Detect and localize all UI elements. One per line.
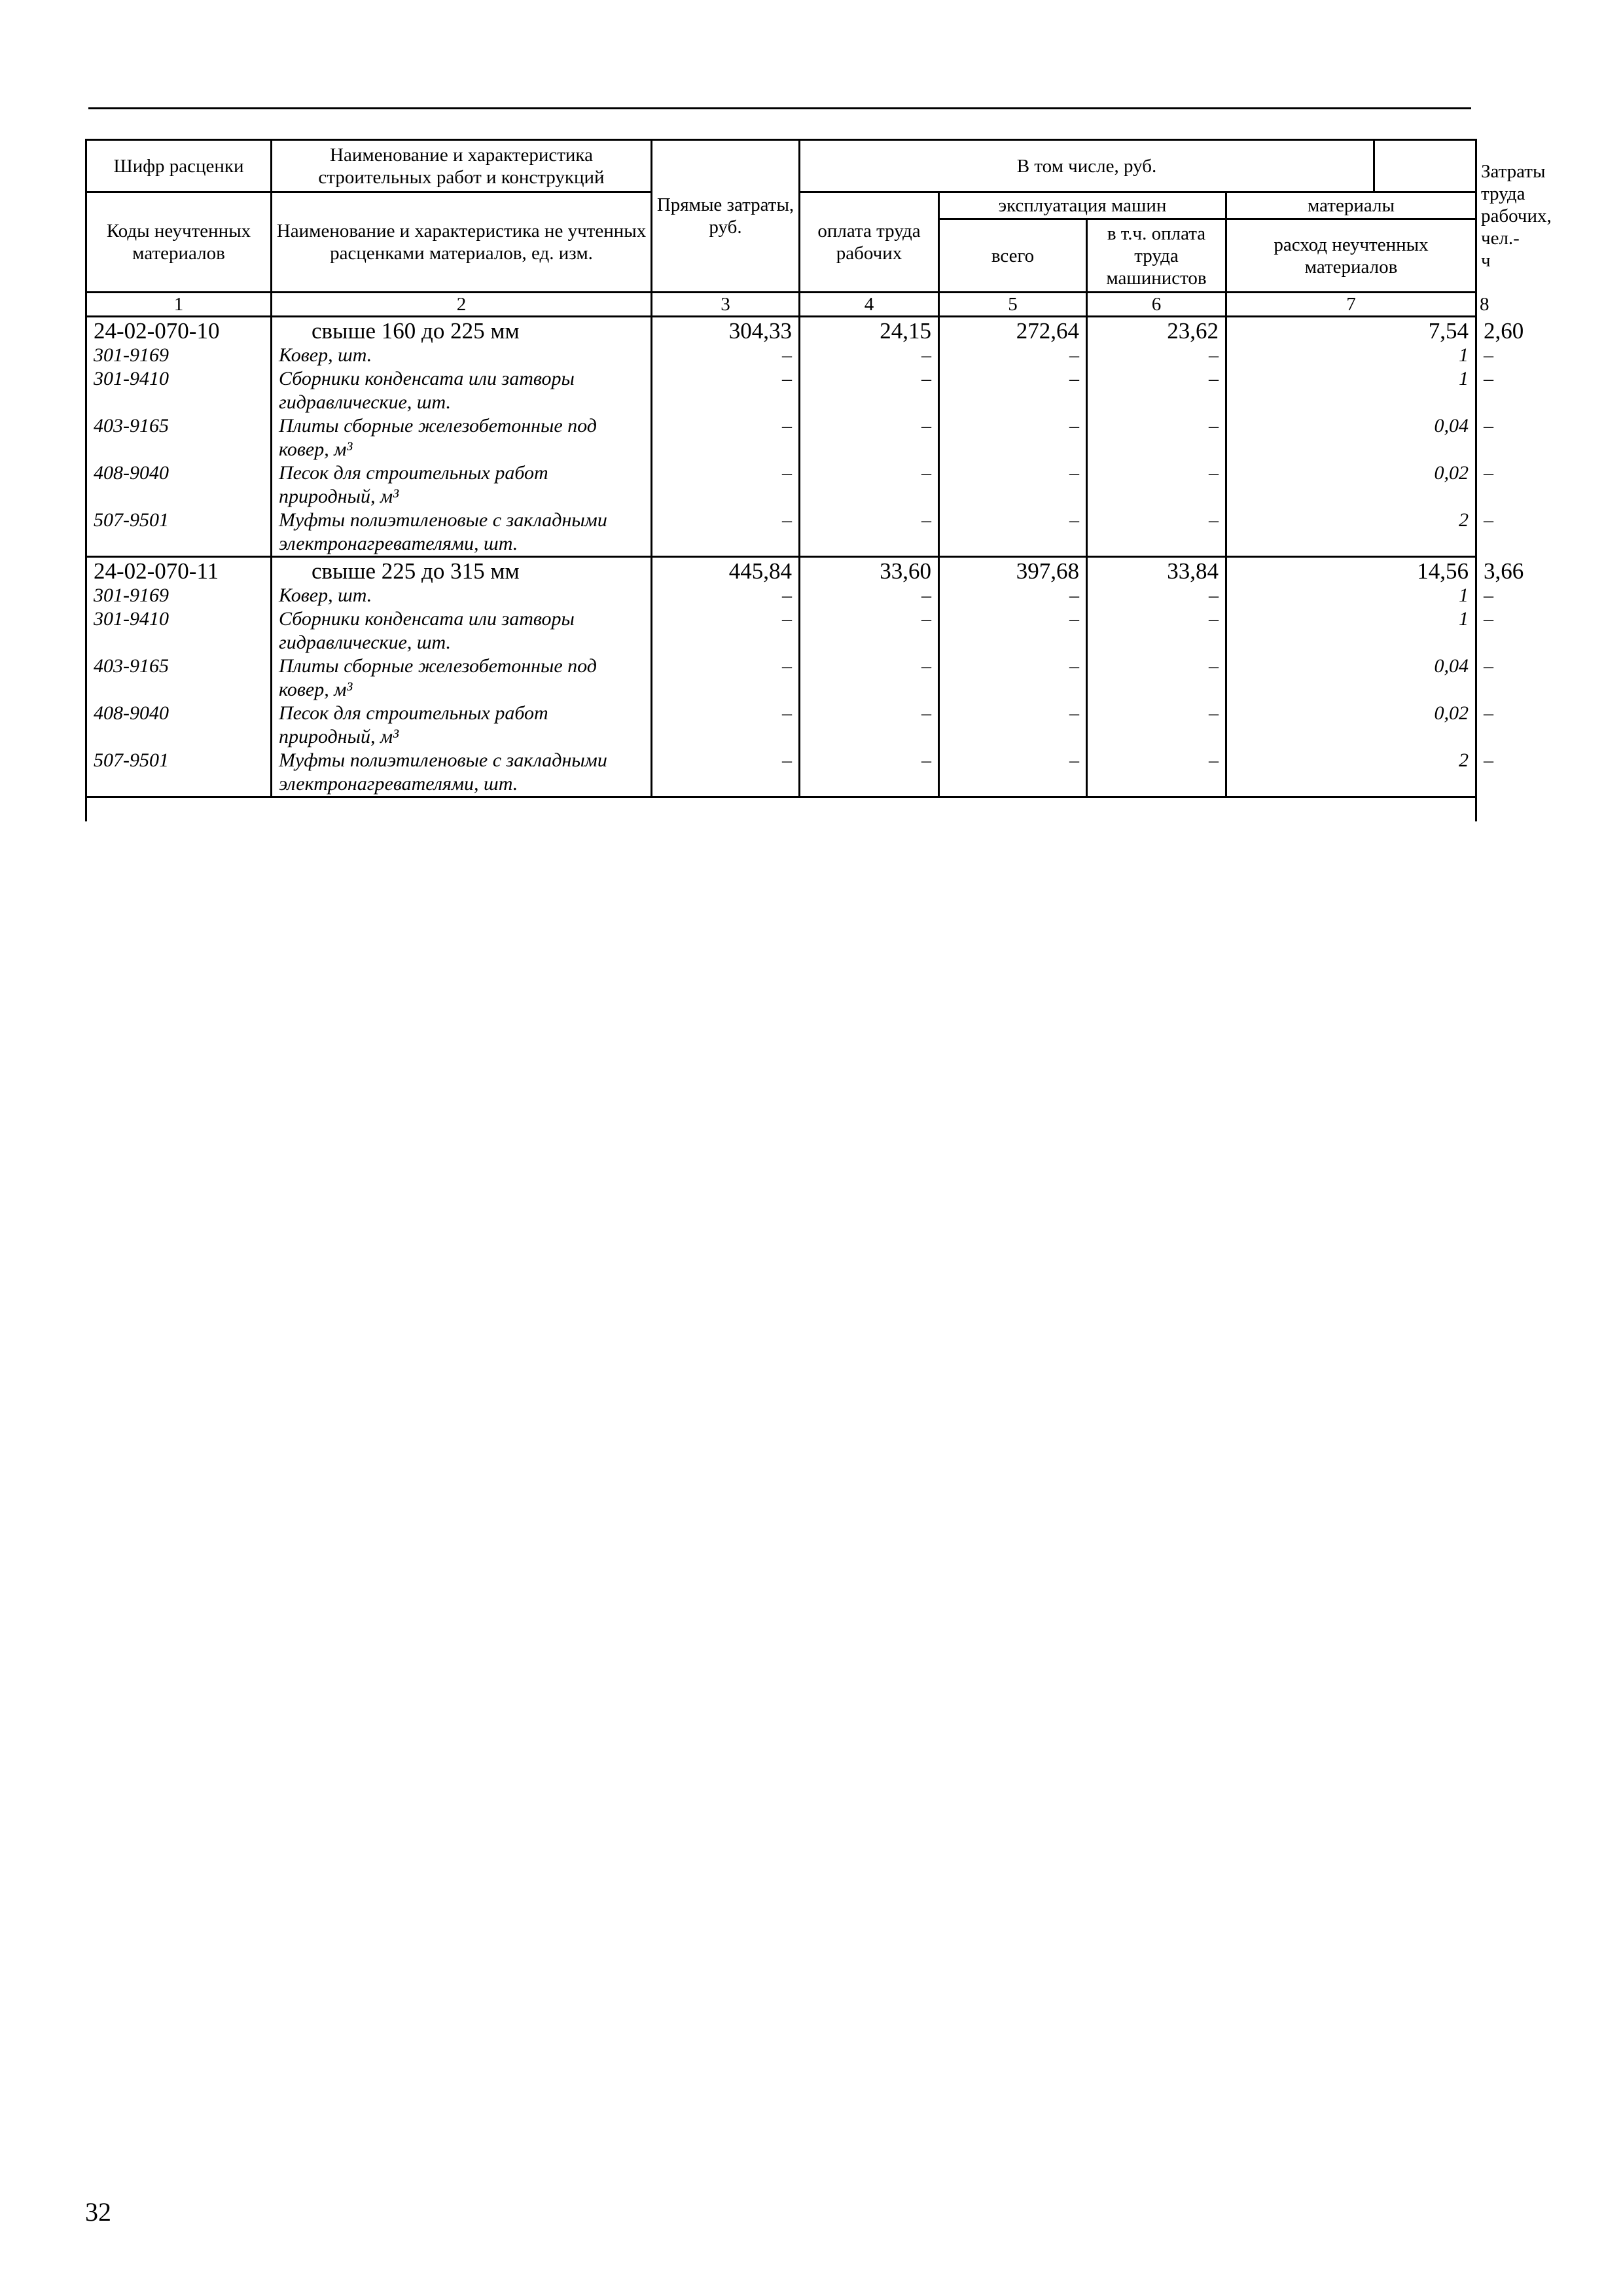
- dash-value: –: [800, 702, 939, 749]
- dash-value: –: [652, 584, 800, 607]
- material-row: 403-9165 Плиты сборные железобетонные под ковер, м³ – – – – 0,04 –: [86, 414, 1476, 461]
- dash-value: –: [800, 344, 939, 367]
- dash-value: –: [800, 584, 939, 607]
- dash-value: –: [652, 414, 800, 461]
- material-row: 301-9410 Сборники конденсата или затворы гидравлические, шт. – – – – 1 –: [86, 607, 1476, 655]
- material-name: Муфты полиэтиленовые с закладными электронагревателями, шт.: [272, 749, 652, 797]
- dash-value: –: [1087, 414, 1226, 461]
- column-number: 4: [800, 293, 939, 317]
- dash-value: –: [800, 607, 939, 655]
- dash-value: –: [1087, 367, 1226, 414]
- dash-value: –: [800, 414, 939, 461]
- dash-value: –: [800, 749, 939, 797]
- material-code: 301-9169: [86, 584, 272, 607]
- material-quantity: 0,02: [1226, 461, 1476, 509]
- column-number: 2: [272, 293, 652, 317]
- material-quantity: 1: [1226, 584, 1476, 607]
- table-body: [86, 317, 1524, 822]
- dash-value: –: [1087, 749, 1226, 797]
- dash-value: –: [939, 702, 1087, 749]
- dash-value: –: [1087, 344, 1226, 367]
- header-materials: материалы: [1226, 192, 1476, 219]
- machines-total: 272,64: [939, 317, 1087, 344]
- material-code: 301-9169: [86, 344, 272, 367]
- material-quantity: 2: [1226, 509, 1476, 557]
- material-code: 301-9410: [86, 367, 272, 414]
- rate-name: свыше 225 до 315 мм: [272, 557, 652, 584]
- dash-value: –: [1087, 607, 1226, 655]
- column-number: 5: [939, 293, 1087, 317]
- header-materials-spacer: [1374, 140, 1476, 192]
- dash-value: –: [939, 655, 1087, 702]
- material-row: 301-9410 Сборники конденсата или затворы гидравлические, шт. – – – – 1 –: [86, 367, 1476, 414]
- dash-value: –: [652, 655, 800, 702]
- direct-costs: 304,33: [652, 317, 800, 344]
- material-row: 301-9169 Ковер, шт. – – – – 1 –: [86, 584, 1476, 607]
- material-row: 507-9501 Муфты полиэтиленовые с закладными электронагревателями, шт. – – – – 2 –: [86, 509, 1476, 557]
- material-name: Сборники конденсата или затворы гидравлические, шт.: [272, 607, 652, 655]
- dash-value: –: [1087, 702, 1226, 749]
- rate-code: 24-02-070-10: [86, 317, 272, 344]
- header-col1-top: Шифр расценки: [86, 140, 272, 192]
- dash-value: –: [652, 509, 800, 557]
- dash-value: –: [939, 749, 1087, 797]
- material-code: 507-9501: [86, 509, 272, 557]
- machinists-pay: 23,62: [1087, 317, 1226, 344]
- empty-cell: [86, 797, 1476, 822]
- dash-value: –: [939, 461, 1087, 509]
- header-machines-total: всего: [939, 219, 1087, 293]
- material-row: 301-9169 Ковер, шт. – – – – 1 –: [86, 344, 1476, 367]
- labor-pay: 24,15: [800, 317, 939, 344]
- material-name: Сборники конденсата или затворы гидравлические, шт.: [272, 367, 652, 414]
- dash-value: –: [939, 509, 1087, 557]
- material-code: 301-9410: [86, 607, 272, 655]
- machines-total: 397,68: [939, 557, 1087, 584]
- material-row: 408-9040 Песок для строительных работ природный, м³ – – – – 0,02 –: [86, 461, 1476, 509]
- header-unaccounted-materials: расход неучтенных материалов: [1226, 219, 1476, 293]
- dash-value: –: [652, 702, 800, 749]
- column-numbers-row: 1 2 3 4 5 6 7 8: [86, 293, 1476, 317]
- header-col2-bottom: Наименование и характеристика не учтенных расценками материалов, ед. изм.: [272, 192, 652, 293]
- material-row: 403-9165 Плиты сборные железобетонные под ковер, м³ – – – – 0,04 –: [86, 655, 1476, 702]
- material-code: 403-9165: [86, 414, 272, 461]
- header-machines: эксплуатация машин: [939, 192, 1226, 219]
- material-row: 507-9501 Муфты полиэтиленовые с закладными электронагревателями, шт. – – – – 2 –: [86, 749, 1476, 797]
- header-labor-pay: оплата труда рабочих: [800, 192, 939, 293]
- header-direct-costs: Прямые затраты, руб.: [652, 140, 800, 293]
- rate-row: 24-02-070-11 свыше 225 до 315 мм 445,84 33,60 397,68 33,84 14,56 3,66: [86, 557, 1476, 584]
- rate-row: 24-02-070-10 свыше 160 до 225 мм 304,33 24,15 272,64 23,62 7,54 2,60: [86, 317, 1476, 344]
- dash-value: –: [939, 344, 1087, 367]
- material-name: Ковер, шт.: [272, 344, 652, 367]
- rate-name: свыше 160 до 225 мм: [272, 317, 652, 344]
- table-continuation: [86, 797, 1476, 822]
- dash-value: –: [652, 749, 800, 797]
- column-number: 3: [652, 293, 800, 317]
- rates-table: [85, 139, 1552, 821]
- header-group: В том числе, руб.: [800, 140, 1374, 192]
- dash-value: –: [800, 655, 939, 702]
- material-name: Муфты полиэтиленовые с закладными электронагревателями, шт.: [272, 509, 652, 557]
- material-code: 408-9040: [86, 461, 272, 509]
- dash-value: –: [1087, 509, 1226, 557]
- dash-value: –: [652, 367, 800, 414]
- column-number: 6: [1087, 293, 1226, 317]
- material-name: Ковер, шт.: [272, 584, 652, 607]
- material-quantity: 2: [1226, 749, 1476, 797]
- column-number: 1: [86, 293, 272, 317]
- rate-code: 24-02-070-11: [86, 557, 272, 584]
- dash-value: –: [939, 414, 1087, 461]
- machinists-pay: 33,84: [1087, 557, 1226, 584]
- material-row: 408-9040 Песок для строительных работ природный, м³ – – – – 0,02 –: [86, 702, 1476, 749]
- material-quantity: 0,04: [1226, 414, 1476, 461]
- dash-value: –: [800, 461, 939, 509]
- table-header: Шифр расценки Наименование и характеристика строительных работ и конструкций Прямые затраты, руб. В том числе, руб. Затраты труда рабочих, чел.-ч Коды неучтенных материалов Наименование и характеристика не учтенных расценками материалов, ед. изм. оплата труда рабочих эксплуатация машин материалы всего в т.ч. оплата труда машинистов расход неучтенных материалов 1 2 3 4 5 6 7 8: [86, 140, 1476, 317]
- material-name: Песок для строительных работ природный, м³: [272, 461, 652, 509]
- dash-value: –: [939, 607, 1087, 655]
- dash-value: –: [652, 344, 800, 367]
- dash-value: –: [939, 584, 1087, 607]
- material-code: 408-9040: [86, 702, 272, 749]
- dash-value: –: [1087, 461, 1226, 509]
- dash-value: –: [1087, 584, 1226, 607]
- material-code: 507-9501: [86, 749, 272, 797]
- direct-costs: 445,84: [652, 557, 800, 584]
- materials-cost: 7,54: [1226, 317, 1476, 344]
- materials-cost: 14,56: [1226, 557, 1476, 584]
- dash-value: –: [800, 367, 939, 414]
- dash-value: –: [652, 607, 800, 655]
- material-name: Плиты сборные железобетонные под ковер, м³: [272, 414, 652, 461]
- material-quantity: 1: [1226, 607, 1476, 655]
- labor-pay: 33,60: [800, 557, 939, 584]
- material-code: 403-9165: [86, 655, 272, 702]
- header-rule: [88, 107, 1471, 109]
- material-name: Песок для строительных работ природный, м³: [272, 702, 652, 749]
- column-number: 7: [1226, 293, 1476, 317]
- page-number: 32: [85, 2197, 111, 2227]
- dash-value: –: [652, 461, 800, 509]
- dash-value: –: [1087, 655, 1226, 702]
- header-col2-top: Наименование и характеристика строительных работ и конструкций: [272, 140, 652, 192]
- material-quantity: 1: [1226, 344, 1476, 367]
- material-name: Плиты сборные железобетонные под ковер, м³: [272, 655, 652, 702]
- dash-value: –: [939, 367, 1087, 414]
- material-quantity: 0,04: [1226, 655, 1476, 702]
- header-machinists-pay: в т.ч. оплата труда машинистов: [1087, 219, 1226, 293]
- dash-value: –: [800, 509, 939, 557]
- material-quantity: 1: [1226, 367, 1476, 414]
- header-col1-bottom: Коды неучтенных материалов: [86, 192, 272, 293]
- material-quantity: 0,02: [1226, 702, 1476, 749]
